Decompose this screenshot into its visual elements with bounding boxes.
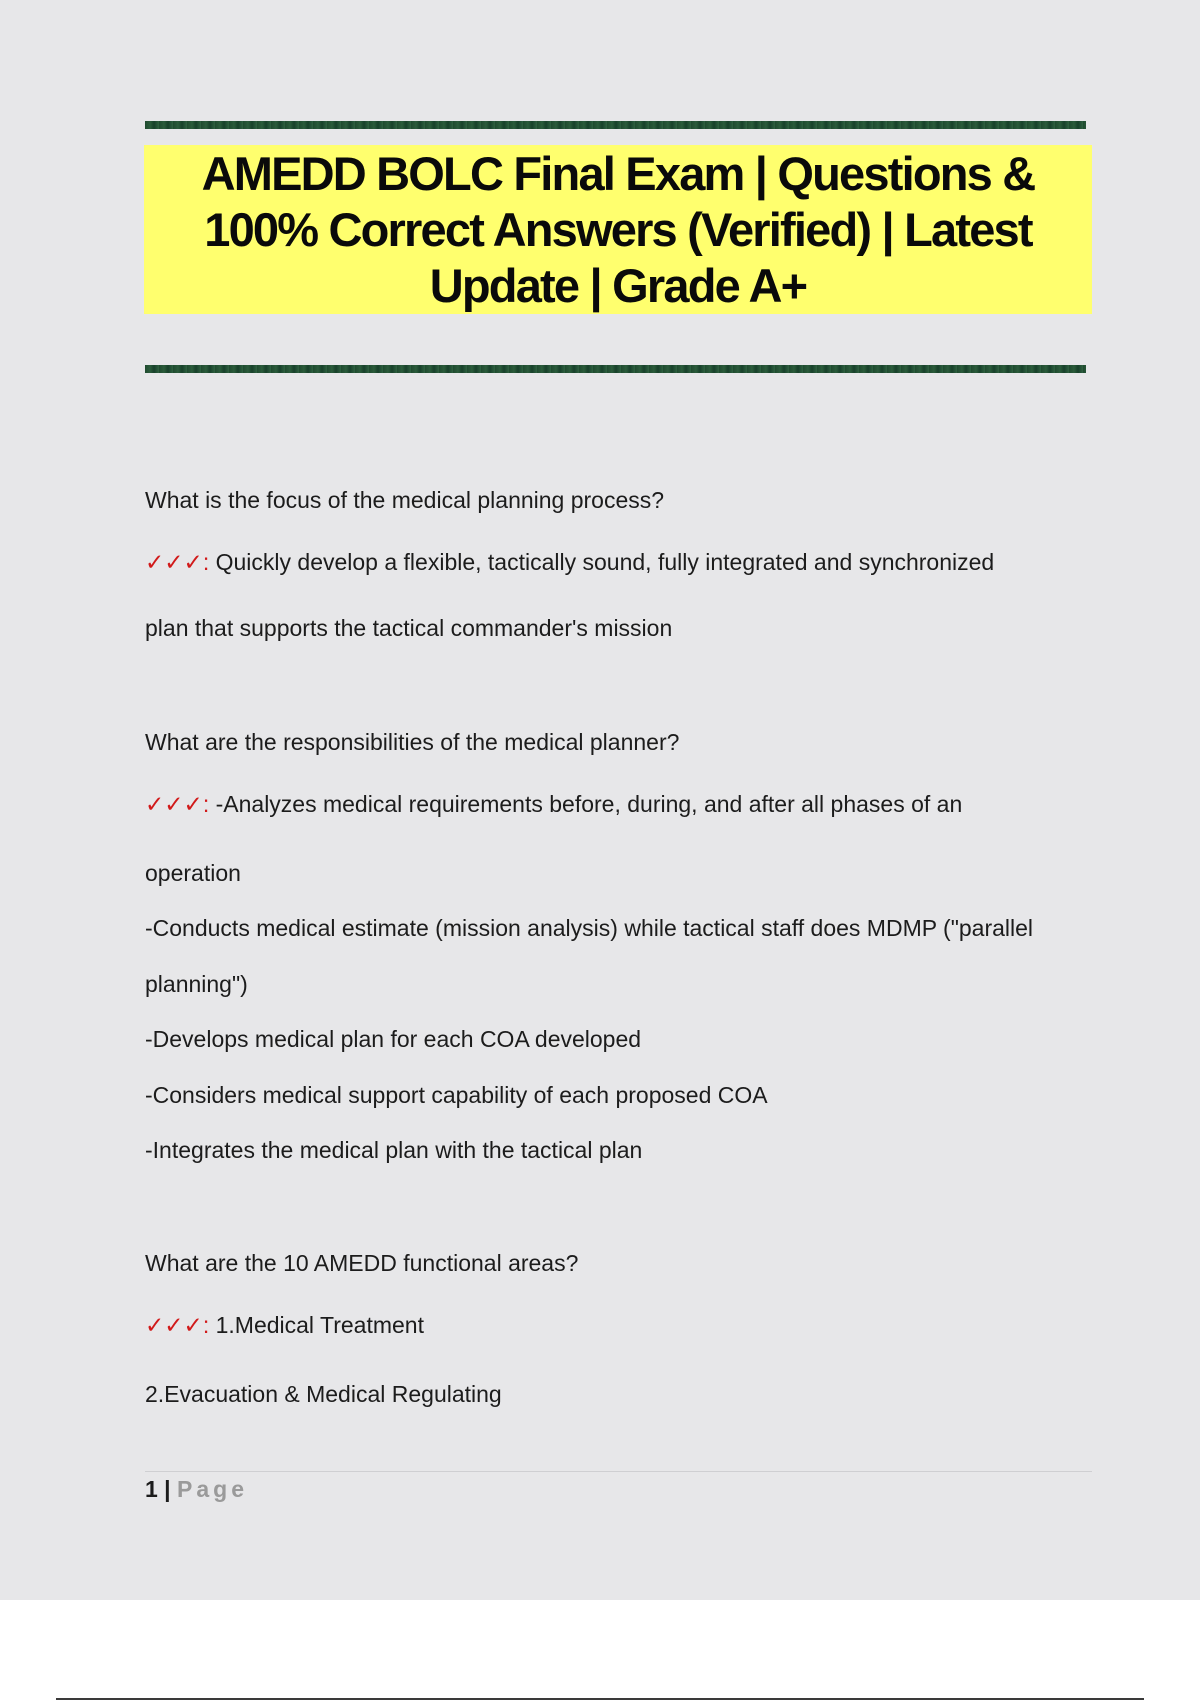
checkmark-icon: ✓✓✓:: [145, 549, 210, 575]
answer-text: 2.Evacuation & Medical Regulating: [145, 1381, 502, 1407]
answer-text: planning"): [145, 971, 248, 997]
page-number: 1 |: [145, 1476, 171, 1502]
title-banner: [144, 145, 1092, 314]
answer-text: operation: [145, 860, 241, 886]
question-text: What are the 10 AMEDD functional areas?: [145, 1250, 579, 1276]
title-bottom-rule: [145, 365, 1086, 373]
answer-first-line: [145, 790, 962, 818]
answer-first-line: [145, 1311, 424, 1339]
checkmark-icon: ✓✓✓:: [145, 1312, 210, 1338]
question-text: What are the responsibilities of the medical planner?: [145, 729, 680, 755]
answer-text: -Analyzes medical requirements before, during, and after all phases of an: [215, 791, 963, 817]
page-footer: [145, 1475, 248, 1503]
checkmark-icon: ✓✓✓:: [145, 791, 210, 817]
answer-text: -Conducts medical estimate (mission analysis) while tactical staff does MDMP ("parallel: [145, 915, 1034, 941]
answer-text: 1.Medical Treatment: [215, 1312, 424, 1338]
page-label: Page: [177, 1476, 248, 1502]
answer-text: Quickly develop a flexible, tactically sound, fully integrated and synchronized: [215, 549, 995, 575]
title-top-rule: [145, 121, 1086, 129]
answer-text: plan that supports the tactical commander's mission: [145, 615, 673, 641]
answer-text: -Integrates the medical plan with the tactical plan: [145, 1137, 643, 1163]
answer-text: -Develops medical plan for each COA developed: [145, 1026, 642, 1052]
footer-divider: [145, 1471, 1092, 1472]
document-title: AMEDD BOLC Final Exam | Questions & 100% Correct Answers (Verified) | Latest Update | Grade A+: [201, 146, 1035, 312]
question-text: What is the focus of the medical planning process?: [145, 487, 665, 513]
answer-text: -Considers medical support capability of each proposed COA: [145, 1082, 768, 1108]
answer-first-line: [145, 548, 994, 576]
